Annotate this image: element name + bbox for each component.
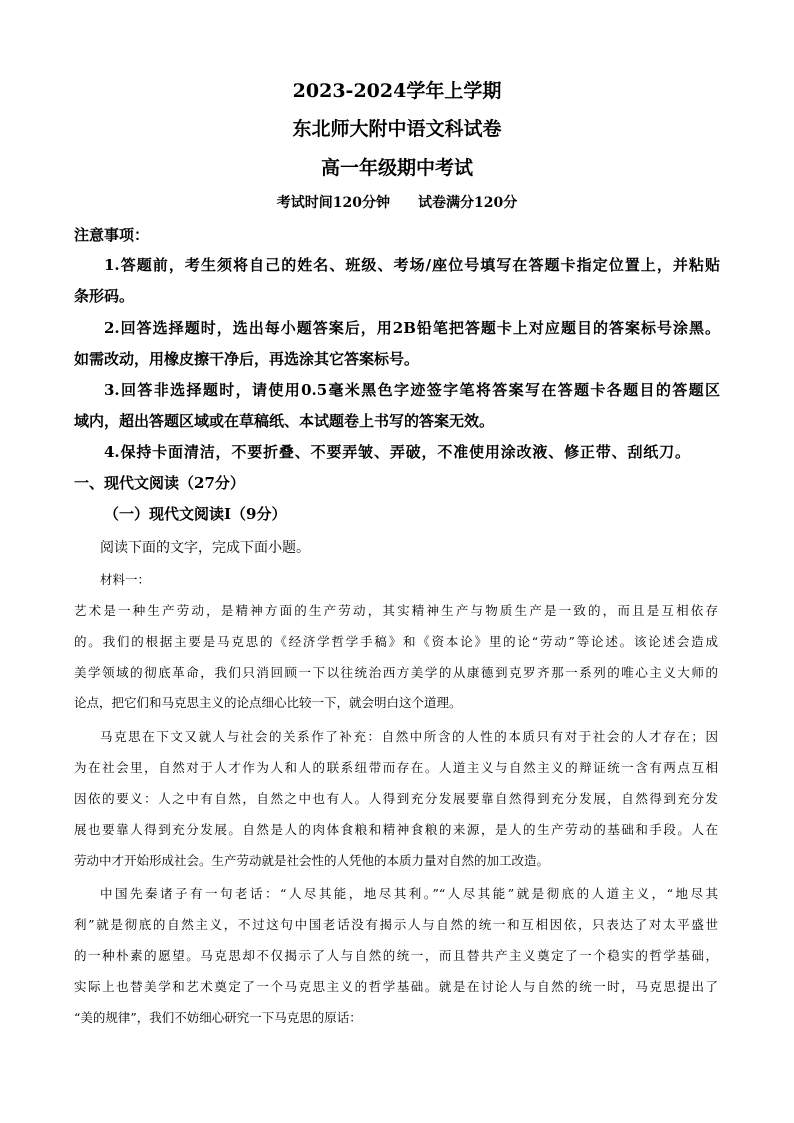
- exam-grade-title: 高一年级期中考试: [320, 157, 473, 179]
- exam-school-title: 东北师大附中语文科试卷: [292, 118, 502, 140]
- exam-year-title: 2023-2024学年上学期: [292, 80, 502, 102]
- passage-line: 利”就是彻底的自然主义，不过这句中国老话没有揭示人与自然的统一和互相因依，只表达了对太平盛世: [74, 917, 718, 932]
- passage-line: 中国先秦诸子有一句老话：“人尽其能，地尽其利。”“人尽其能”就是彻底的人道主义，“地尽其: [100, 886, 718, 901]
- passage-line: “美的规律”，我们不妨细心研究一下马克思的原话：: [74, 1010, 362, 1025]
- passage-line: 为在社会里，自然对于人才作为人和人的联系纽带而存在。人道主义与自然主义的辩证统一含有两点互相: [74, 760, 718, 775]
- passage-line: 实际上也替美学和艺术奠定了一个马克思主义的哲学基础。就是在讨论人与自然的统一时，马克思提出了: [74, 979, 718, 994]
- reading-instruction: 阅读下面的文字，完成下面小题。: [100, 540, 310, 556]
- passage-line: 艺术是一种生产劳动，是精神方面的生产劳动，其实精神生产与物质生产是一致的，而且是互相依存: [74, 603, 718, 618]
- section-subheading: （一）现代文阅读Ⅰ（9分）: [104, 505, 287, 523]
- material-label: 材料一：: [100, 572, 151, 587]
- note-line: 2.回答选择题时，选出每小题答案后，用2B铅笔把答题卡上对应题目的答案标号涂黑。: [104, 319, 720, 337]
- passage-line: 的。我们的根据主要是马克思的《经济学哲学手稿》和《资本论》里的论“劳动”等论述。该论述会造成: [74, 634, 718, 649]
- note-line: 如需改动，用橡皮擦干净后，再选涂其它答案标号。: [74, 350, 420, 368]
- passage-line: 的一种朴素的愿望。马克思却不仅揭示了人与自然的统一，而且替共产主义奠定了一个稳实的哲学基础，: [74, 948, 718, 963]
- passage-line: 因依的要义：人之中有自然，自然之中也有人。人得到充分发展要靠自然得到充分发展，自然得到充分发: [74, 791, 718, 806]
- passage-line: 劳动中才开始形成社会。生产劳动就是社会性的人凭他的本质力量对自然的加工改造。: [74, 853, 550, 868]
- note-line: 1.答题前，考生须将自己的姓名、班级、考场/座位号填写在答题卡指定位置上，并粘贴: [104, 256, 720, 274]
- note-line: 3.回答非选择题时，请使用0.5毫米黑色字迹签字笔将答案写在答题卡各题目的答题区: [104, 381, 720, 399]
- exam-info: 考试时间120分钟 试卷满分120分: [276, 195, 518, 211]
- passage-line: 展也要靠人得到充分发展。自然是人的肉体食粮和精神食粮的来源，是人的生产劳动的基础和手段。人在: [74, 822, 718, 837]
- passage-line: 论点，把它们和马克思主义的论点细心比较一下，就会明白这个道理。: [74, 695, 462, 710]
- note-line: 域内，超出答题区域或在草稿纸、本试题卷上书写的答案无效。: [74, 412, 495, 430]
- passage-line: 马克思在下文又就人与社会的关系作了补充：自然中所含的人性的本质只有对于社会的人才存在；因: [100, 729, 718, 744]
- passage-line: 美学领域的彻底革命，我们只消回顾一下以往统治西方美学的从康德到克罗齐那一系列的唯心主义大师的: [74, 665, 718, 680]
- note-line: 4.保持卡面清洁，不要折叠、不要弄皱、弄破，不准使用涂改液、修正带、刮纸刀。: [104, 443, 690, 461]
- note-line: 条形码。: [74, 287, 135, 305]
- section-heading: 一、现代文阅读（27分）: [74, 474, 245, 492]
- notes-heading: 注意事项：: [74, 226, 150, 244]
